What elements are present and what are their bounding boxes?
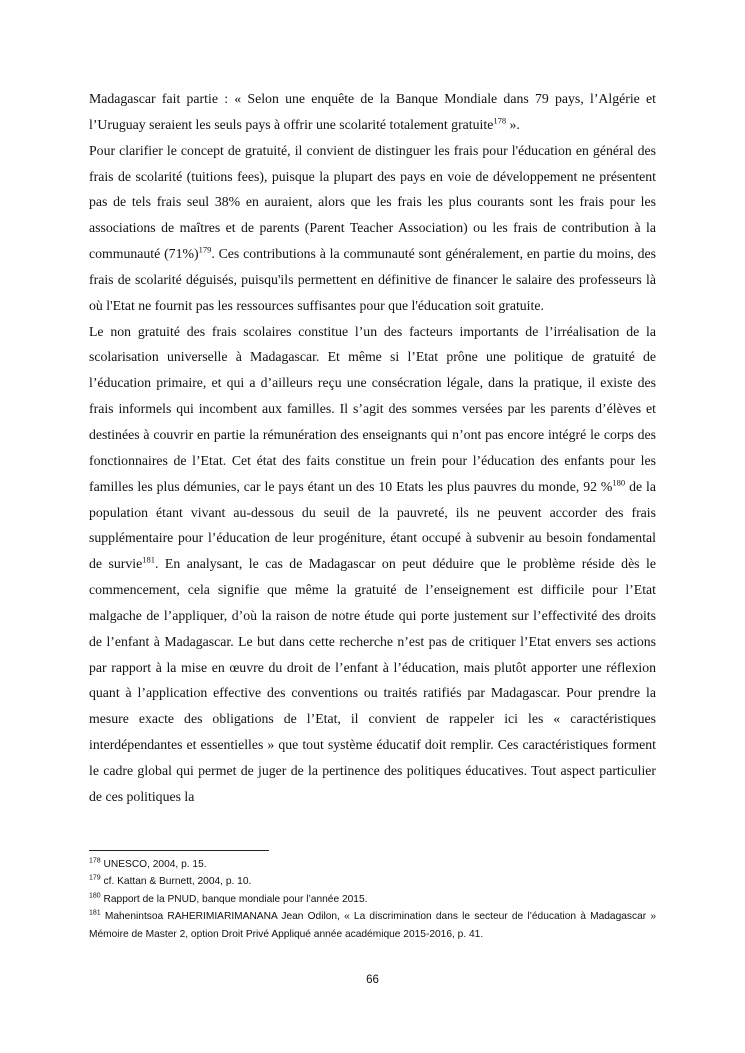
paragraph-2 bbox=[89, 138, 656, 319]
paragraph-text: . Ces contributions à la communauté sont généralement, en partie du moins, des frais de scolarité déguisés, puisqu'ils permettent en définitive de financer le salaire des professeurs là où l'Etat ne fournit pas les ressources suffisantes pour que l'éducation soit gratuite. bbox=[89, 246, 656, 313]
footnotes bbox=[89, 856, 656, 943]
footnote-180 bbox=[89, 891, 656, 908]
page-number: 66 bbox=[366, 974, 379, 986]
footnote-text: Rapport de la PNUD, banque mondiale pour l’année 2015. bbox=[100, 893, 368, 905]
footnote-181 bbox=[89, 908, 656, 943]
paragraph-text: Pour clarifier le concept de gratuité, il convient de distinguer les frais pour l'éducation en général des frais de scolarité (tuitions fees), puisque la plupart des pays en voie de développement ne présentent pas de tels frais seul 38% en auraient, alors que les frais les plus courants sont les frais pour les associations de maîtres et de parents (Parent Teacher Association) ou les frais de contribution à la communauté (71%) bbox=[89, 142, 656, 262]
footnote-text: Mahenintsoa RAHERIMIARIMANANA Jean Odilon, « La discrimination dans le secteur de l’éducation à Madagascar » Mémoire de Master 2, option Droit Privé Appliqué année académique 2015-2016, p. 41. bbox=[89, 911, 656, 940]
paragraph-text: de la population étant vivant au-dessous du seuil de la pauvreté, ils ne peuvent accorder des frais supplémentaire pour l’éducation de leur progéniture, étant occupé à subvenir au besoin fondamental de survie bbox=[89, 478, 656, 572]
footnote-reference[interactable]: 180 bbox=[612, 477, 626, 488]
paragraph-text: . En analysant, le cas de Madagascar on peut déduire que le problème réside dès le commencement, cela signifie que même la gratuité de l’enseignement est difficile pour l’Etat malgache de l’appliquer, d’où la raison de notre étude qui porte justement sur l’effectivité des droits de l’enfant à Madagascar. Le but dans cette recherche n’est pas de critiquer l’Etat envers ses actions par rapport à la mise en œuvre du droit de l’enfant à l’éducation, mais plutôt apporter une réflexion quant à l’application effective des conventions ou traités ratifiés par Madagascar. Pour prendre la mesure exacte des obligations de l’Etat, il convient de rappeler ici les « caractéristiques interdépendantes et essentielles » que tout système éducatif doit remplir. Ces caractéristiques forment le cadre global qui permet de juger de la pertinence des politiques éducatives. Tout aspect particulier de ces politiques la bbox=[89, 556, 656, 804]
footnote-number: 180 bbox=[89, 892, 101, 900]
footnote-number: 179 bbox=[89, 875, 101, 883]
body-text bbox=[89, 86, 656, 810]
paragraph-3 bbox=[89, 319, 656, 810]
footnote-number: 178 bbox=[89, 857, 101, 865]
footnote-reference[interactable]: 178 bbox=[493, 115, 507, 126]
footnote-text: cf. Kattan & Burnett, 2004, p. 10. bbox=[100, 876, 252, 888]
paragraph-text: ». bbox=[506, 116, 520, 132]
footnote-reference[interactable]: 179 bbox=[198, 244, 212, 255]
paragraph-text: Madagascar fait partie : « Selon une enquête de la Banque Mondiale dans 79 pays, l’Algérie et l’Uruguay seraient les seuls pays à offrir une scolarité totalement gratuite bbox=[89, 91, 656, 132]
footnote-179 bbox=[89, 873, 656, 890]
footnote-number: 181 bbox=[89, 909, 101, 917]
footnote-text: UNESCO, 2004, p. 15. bbox=[100, 859, 207, 870]
footnote-178 bbox=[89, 856, 656, 873]
paragraph-1 bbox=[89, 86, 656, 138]
footnote-separator bbox=[89, 850, 269, 851]
footnote-reference[interactable]: 181 bbox=[142, 554, 155, 565]
paragraph-text: Le non gratuité des frais scolaires constitue l’un des facteurs importants de l’irréalisation de la scolarisation universelle à Madagascar. Et même si l’Etat prône une politique de gratuité de l’éducation primaire, et qui a d’ailleurs reçu une consécration légale, dans la pratique, il existe des frais informels qui incombent aux familles. Il s’agit des sommes versées par les parents d’élèves et destinées à couvrir en partie la rémunération des enseignants qui n’ont pas encore intégré le corps des fonctionnaires de l’Etat. Cet état des faits constitue un frein pour l’éducation des enfants pour les familles les plus démunies, car le pays étant un des 10 Etats les plus pauvres du monde, 92 % bbox=[89, 323, 656, 494]
